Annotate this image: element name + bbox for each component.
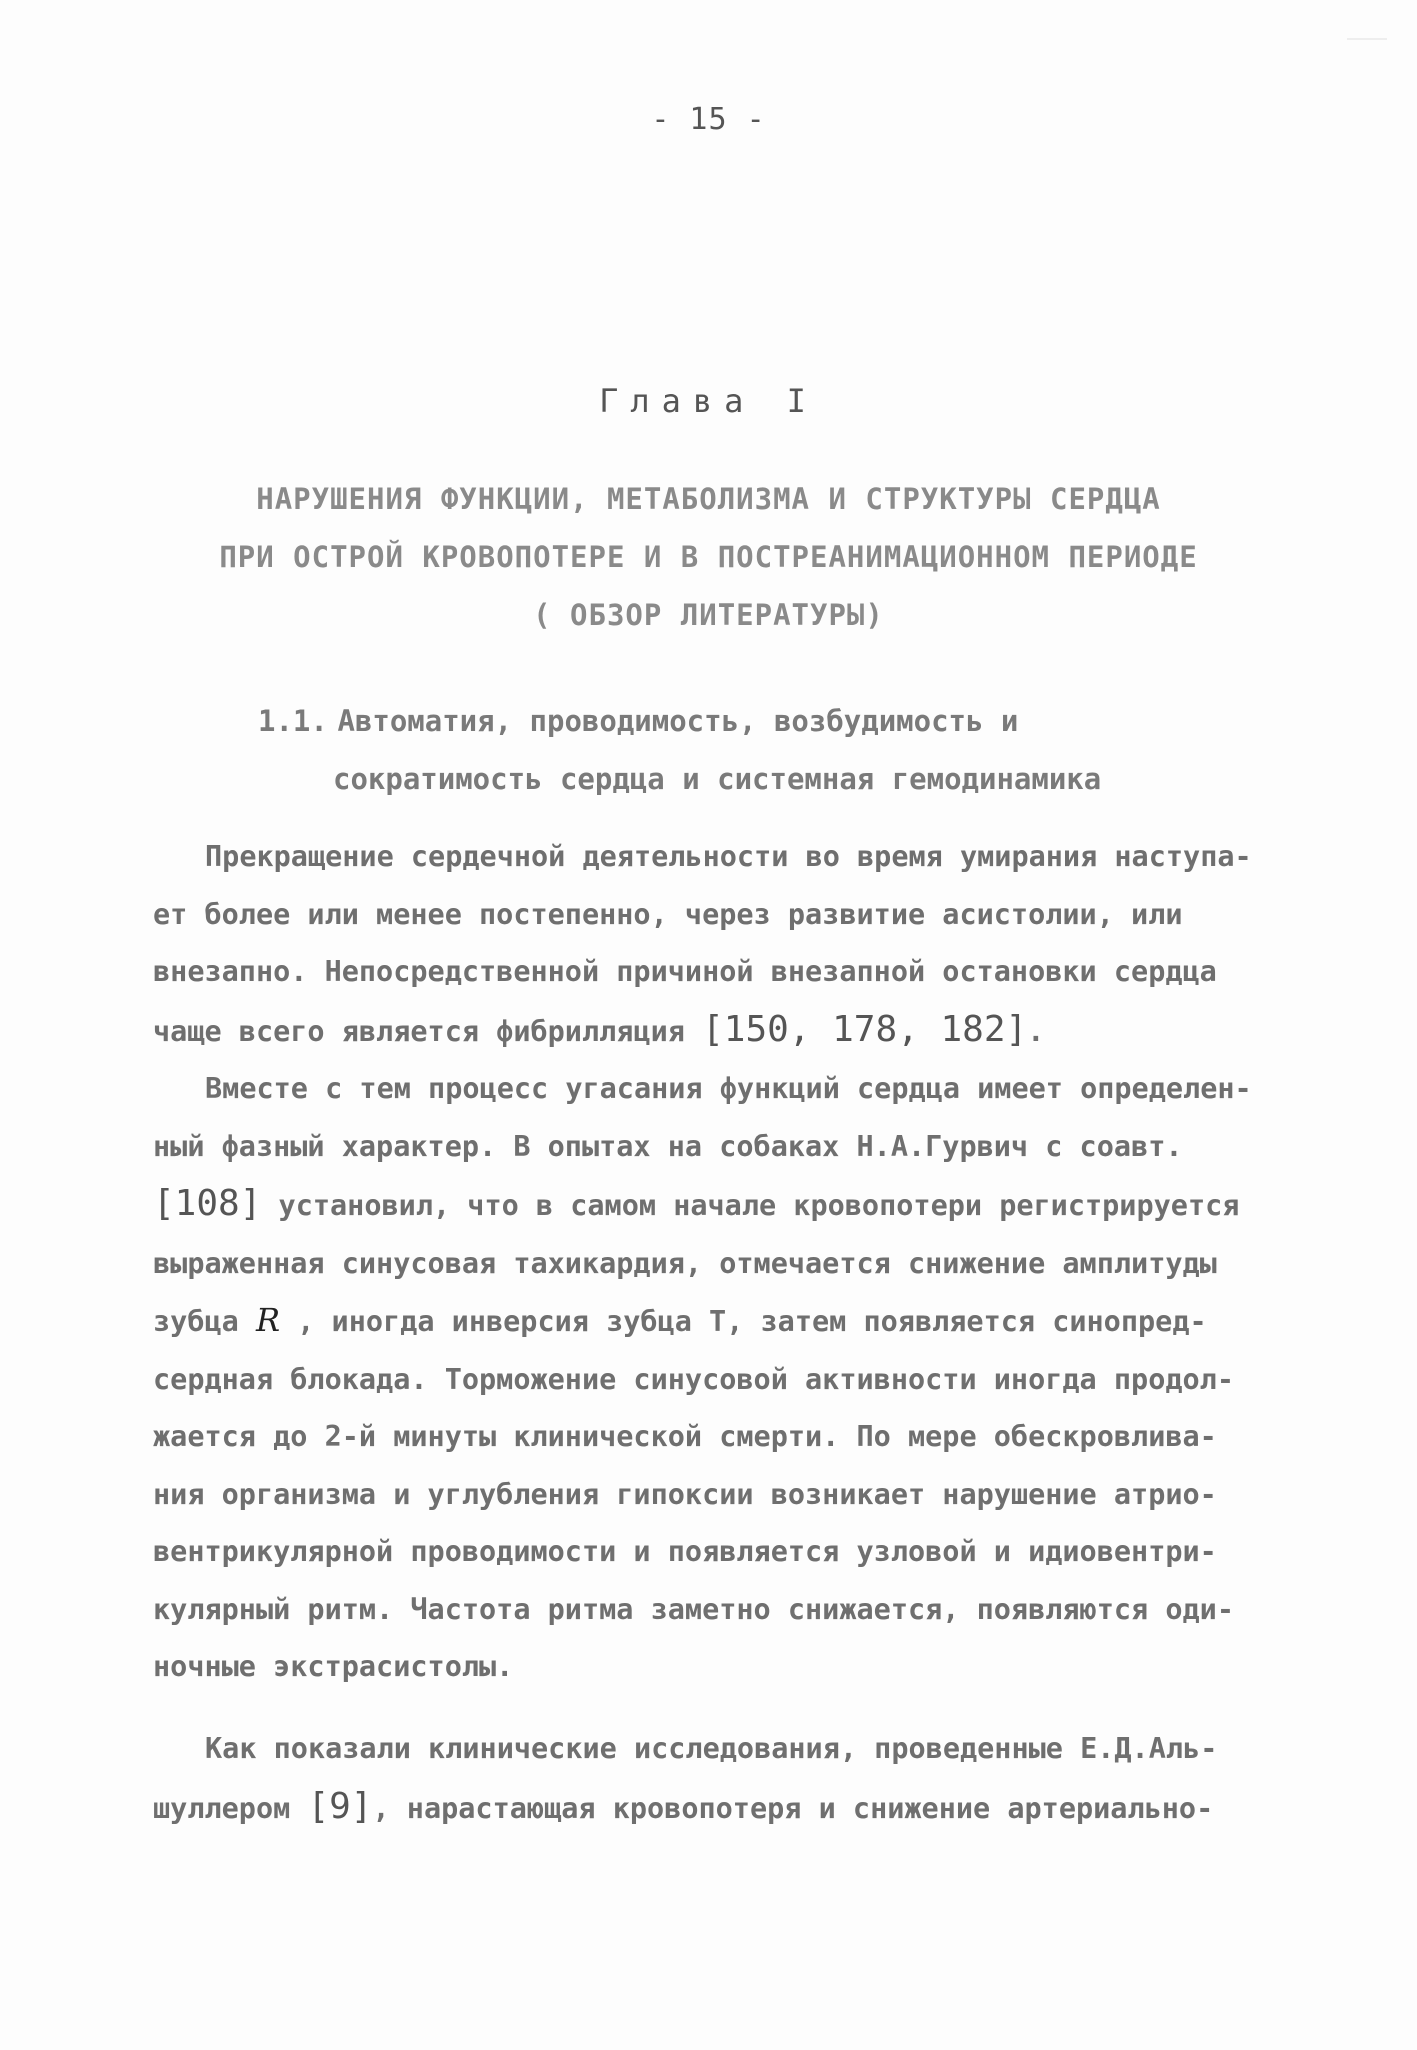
section-title-part-1: Автоматия, проводимость, возбудимость и	[337, 704, 1019, 738]
chapter-title	[0, 470, 1417, 644]
paragraph-2	[153, 1060, 1293, 1696]
paragraph-2-text: зубца	[153, 1305, 239, 1338]
paragraph-3-text: , нарастающая кровопотеря и снижение артериально-	[372, 1791, 1214, 1825]
paragraph-3	[153, 1720, 1293, 1837]
paragraph-1-line-last	[153, 1001, 1293, 1061]
paragraph-3-text: шуллером	[153, 1791, 291, 1825]
section-heading-line-1	[258, 692, 1101, 750]
paragraph-2-line: сердная блокада. Торможение синусовой активности иногда продол-	[153, 1362, 1234, 1396]
paragraph-1-line: ет более или менее постепенно, через развитие асистолии, или	[153, 897, 1183, 931]
section-heading	[258, 692, 1101, 808]
handwritten-symbol-R: R	[255, 1301, 281, 1339]
paragraph-2-line: Вместе с тем процесс угасания функций сердца имеет определен-	[205, 1072, 1252, 1105]
paragraph-2-line-ref	[153, 1175, 1293, 1235]
section-title-part-2: сократимость сердца и системная гемодинамика	[333, 762, 1102, 796]
paragraph-2-line-R	[153, 1292, 1293, 1351]
citation-reference: [9]	[307, 1785, 373, 1827]
paragraph-2-line: вентрикулярной проводимости и появляется узловой и идиовентри-	[153, 1535, 1217, 1568]
citation-reference: [108]	[153, 1183, 262, 1224]
paragraph-1	[153, 828, 1293, 1060]
paragraph-2-text: , иногда инверсия зубца Т, затем появляется синопред-	[297, 1305, 1207, 1338]
paragraph-2-text: установил, что в самом начале кровопотери регистрируется	[278, 1189, 1240, 1222]
chapter-title-line-2: ПРИ ОСТРОЙ КРОВОПОТЕРЕ И В ПОСТРЕАНИМАЦИОННОМ ПЕРИОДЕ	[219, 540, 1198, 574]
paragraph-3-line-ref	[153, 1778, 1293, 1838]
paragraph-2-line: ния организма и углубления гипоксии возникает нарушение атрио-	[153, 1477, 1217, 1511]
paragraph-2-line: ный фазный характер. В опытах на собаках Н.А.Гурвич с соавт.	[153, 1129, 1183, 1163]
scan-artifact	[1347, 38, 1387, 40]
page-number: - 15 -	[651, 102, 766, 137]
paragraph-2-line: ночные экстрасистолы.	[153, 1650, 514, 1683]
paragraph-2-line: кулярный ритм. Частота ритма заметно снижается, появляются оди-	[153, 1592, 1234, 1626]
paragraph-1-line: внезапно. Непосредственной причиной внезапной остановки сердца	[153, 955, 1217, 988]
paragraph-1-tail: .	[1027, 1014, 1045, 1048]
paragraph-1-text: чаще всего является фибрилляция	[153, 1014, 685, 1048]
paragraph-2-line: жается до 2-й минуты клинической смерти. По мере обескровлива-	[153, 1420, 1217, 1453]
chapter-label: Глава I	[599, 382, 818, 420]
paragraph-3-line: Как показали клинические исследования, проведенные Е.Д.Аль-	[205, 1732, 1218, 1765]
citation-reference: [150, 178, 182]	[702, 1008, 1028, 1050]
paragraph-2-line: выраженная синусовая тахикардия, отмечается снижение амплитуды	[153, 1246, 1217, 1280]
paragraph-1-line: Прекращение сердечной деятельности во время умирания наступа-	[205, 840, 1252, 873]
chapter-title-line-3: ( ОБЗОР ЛИТЕРАТУРЫ)	[533, 598, 884, 632]
chapter-title-line-1: НАРУШЕНИЯ ФУНКЦИИ, МЕТАБОЛИЗМА И СТРУКТУРЫ СЕРДЦА	[256, 482, 1161, 516]
section-number: 1.1.	[258, 704, 328, 738]
